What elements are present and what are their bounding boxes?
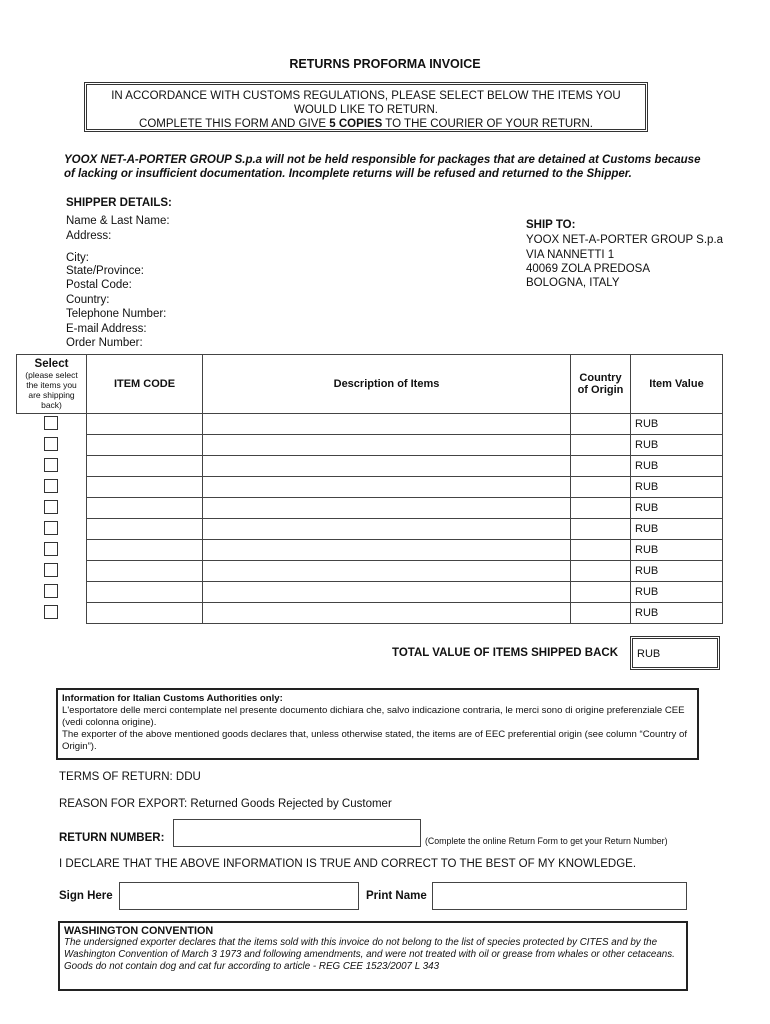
item-value-cell[interactable]: RUB	[631, 435, 723, 456]
description-header: Description of Items	[203, 355, 571, 414]
item-code-cell[interactable]	[87, 603, 203, 624]
country-of-origin-cell[interactable]	[571, 582, 631, 603]
table-row	[17, 435, 723, 456]
ship-to-line-1: YOOX NET-A-PORTER GROUP S.p.a	[526, 234, 724, 246]
city-label: City:	[66, 252, 89, 264]
country-of-origin-cell[interactable]	[571, 540, 631, 561]
select-instructions: (please select the items you are shipping back)	[25, 370, 78, 410]
item-value-cell[interactable]: RUB	[631, 519, 723, 540]
select-checkbox[interactable]	[44, 500, 58, 514]
item-value-cell[interactable]: RUB	[631, 561, 723, 582]
table-row	[17, 498, 723, 519]
description-cell[interactable]	[203, 519, 571, 540]
item-code-cell[interactable]	[87, 519, 203, 540]
select-cell	[17, 414, 87, 435]
item-code-cell[interactable]	[87, 414, 203, 435]
select-cell	[17, 603, 87, 624]
country-of-origin-cell[interactable]	[571, 456, 631, 477]
select-checkbox[interactable]	[44, 584, 58, 598]
item-code-cell[interactable]	[87, 561, 203, 582]
page-title: RETURNS PROFORMA INVOICE	[289, 57, 481, 71]
country-of-origin-cell[interactable]	[571, 435, 631, 456]
declaration-text: I DECLARE THAT THE ABOVE INFORMATION IS TRUE AND CORRECT TO THE BEST OF MY KNOWLEDGE.	[59, 858, 637, 870]
description-cell[interactable]	[203, 477, 571, 498]
select-cell	[17, 435, 87, 456]
signature-field[interactable]	[119, 882, 359, 910]
postal-code-label: Postal Code:	[66, 279, 132, 291]
notice-line-1: IN ACCORDANCE WITH CUSTOMS REGULATIONS, PLEASE SELECT BELOW THE ITEMS YOU	[111, 90, 621, 102]
notice-line-3: COMPLETE THIS FORM AND GIVE 5 COPIES TO THE COURIER OF YOUR RETURN.	[139, 118, 593, 130]
select-checkbox[interactable]	[44, 458, 58, 472]
description-cell[interactable]	[203, 540, 571, 561]
customs-notice-box	[84, 82, 648, 132]
italian-customs-info-box	[56, 688, 699, 760]
table-row	[17, 456, 723, 477]
return-number-hint: (Complete the online Return Form to get your Return Number)	[425, 836, 668, 846]
terms-of-return: TERMS OF RETURN: DDU	[59, 771, 201, 783]
item-value-cell[interactable]: RUB	[631, 582, 723, 603]
select-cell	[17, 561, 87, 582]
item-code-header: ITEM CODE	[87, 355, 203, 414]
info-italian-text: L'esportatore delle merci contemplate nel presente documento dichiara che, salvo indicazione contraria, le merci sono di origine preferenziale CEE (vedi colonna origine).	[62, 705, 685, 728]
select-cell	[17, 498, 87, 519]
country-of-origin-cell[interactable]	[571, 498, 631, 519]
table-row	[17, 519, 723, 540]
item-code-cell[interactable]	[87, 477, 203, 498]
description-cell[interactable]	[203, 456, 571, 477]
description-cell[interactable]	[203, 435, 571, 456]
washington-body: The undersigned exporter declares that the items sold with this invoice do not belong to the list of species protected by CITES and by the Washington Convention of March 3 1973 and following amendments, and were not treated with oil or grease from whales or other cetaceans.	[64, 937, 675, 960]
washington-convention-box	[58, 921, 688, 991]
item-value-cell[interactable]: RUB	[631, 414, 723, 435]
item-value-cell[interactable]: RUB	[631, 477, 723, 498]
address-label: Address:	[66, 230, 112, 242]
description-cell[interactable]	[203, 582, 571, 603]
ship-to-line-2: VIA NANNETTI 1	[526, 249, 615, 261]
item-code-cell[interactable]	[87, 540, 203, 561]
name-label: Name & Last Name:	[66, 215, 170, 227]
description-cell[interactable]	[203, 603, 571, 624]
select-checkbox[interactable]	[44, 521, 58, 535]
item-value-cell[interactable]: RUB	[631, 603, 723, 624]
print-name-field[interactable]	[432, 882, 687, 910]
select-checkbox[interactable]	[44, 605, 58, 619]
return-number-label: RETURN NUMBER:	[59, 832, 165, 844]
liability-warning	[64, 153, 744, 181]
total-label: TOTAL VALUE OF ITEMS SHIPPED BACK	[392, 647, 618, 659]
washington-heading: WASHINGTON CONVENTION	[64, 925, 214, 937]
select-cell	[17, 456, 87, 477]
total-value-field[interactable]: RUB	[630, 636, 720, 670]
item-value-cell[interactable]: RUB	[631, 498, 723, 519]
ship-to-line-4: BOLOGNA, ITALY	[526, 277, 620, 289]
item-value-cell[interactable]: RUB	[631, 456, 723, 477]
item-code-cell[interactable]	[87, 498, 203, 519]
select-checkbox[interactable]	[44, 416, 58, 430]
ship-to-line-3: 40069 ZOLA PREDOSA	[526, 263, 651, 275]
select-cell	[17, 540, 87, 561]
country-of-origin-cell[interactable]	[571, 519, 631, 540]
select-column-header: Select (please select the items you are shipping back)	[17, 355, 87, 414]
info-english-text: The exporter of the above mentioned goods declares that, unless otherwise stated, the items are of EEC preferential origin (see column “Country of Origin”).	[62, 729, 687, 752]
warning-line-2: of lacking or insufficient documentation. Incomplete returns will be refused and returned to the Shipper.	[64, 168, 632, 180]
description-cell[interactable]	[203, 561, 571, 582]
ship-to-heading: SHIP TO:	[526, 219, 576, 231]
select-checkbox[interactable]	[44, 437, 58, 451]
select-cell	[17, 582, 87, 603]
table-row	[17, 414, 723, 435]
copies-count: 5 COPIES	[329, 118, 383, 130]
country-of-origin-cell[interactable]	[571, 561, 631, 582]
table-row	[17, 603, 723, 624]
description-cell[interactable]	[203, 414, 571, 435]
select-cell	[17, 519, 87, 540]
item-code-cell[interactable]	[87, 456, 203, 477]
country-of-origin-header: Country of Origin	[571, 355, 631, 414]
table-row	[17, 477, 723, 498]
select-checkbox[interactable]	[44, 542, 58, 556]
info-heading: Information for Italian Customs Authorities only:	[62, 693, 283, 704]
item-value-cell[interactable]: RUB	[631, 540, 723, 561]
state-label: State/Province:	[66, 265, 144, 277]
country-of-origin-cell[interactable]	[571, 477, 631, 498]
item-value-header: Item Value	[631, 355, 723, 414]
item-code-cell[interactable]	[87, 435, 203, 456]
notice-line-2: WOULD LIKE TO RETURN.	[294, 104, 438, 116]
table-row	[17, 582, 723, 603]
telephone-label: Telephone Number:	[66, 308, 167, 320]
email-label: E-mail Address:	[66, 323, 147, 335]
country-of-origin-cell[interactable]	[571, 603, 631, 624]
table-row	[17, 540, 723, 561]
table-header-row	[17, 355, 723, 414]
order-number-label: Order Number:	[66, 337, 143, 349]
table-row	[17, 561, 723, 582]
shipper-details-heading: SHIPPER DETAILS:	[66, 197, 172, 209]
print-name-label: Print Name	[366, 890, 427, 902]
return-number-input[interactable]	[173, 819, 421, 847]
description-cell[interactable]	[203, 498, 571, 519]
country-of-origin-cell[interactable]	[571, 414, 631, 435]
sign-here-label: Sign Here	[59, 890, 113, 902]
item-code-cell[interactable]	[87, 582, 203, 603]
select-checkbox[interactable]	[44, 479, 58, 493]
items-table	[16, 354, 723, 624]
select-checkbox[interactable]	[44, 563, 58, 577]
select-cell	[17, 477, 87, 498]
fur-statement: Goods do not contain dog and cat fur according to article - REG CEE 1523/2007 L 343	[64, 961, 440, 972]
reason-for-export: REASON FOR EXPORT: Returned Goods Rejected by Customer	[59, 798, 392, 810]
country-label: Country:	[66, 294, 110, 306]
warning-line-1: YOOX NET-A-PORTER GROUP S.p.a will not be held responsible for packages that are detained at Customs because	[64, 154, 701, 166]
